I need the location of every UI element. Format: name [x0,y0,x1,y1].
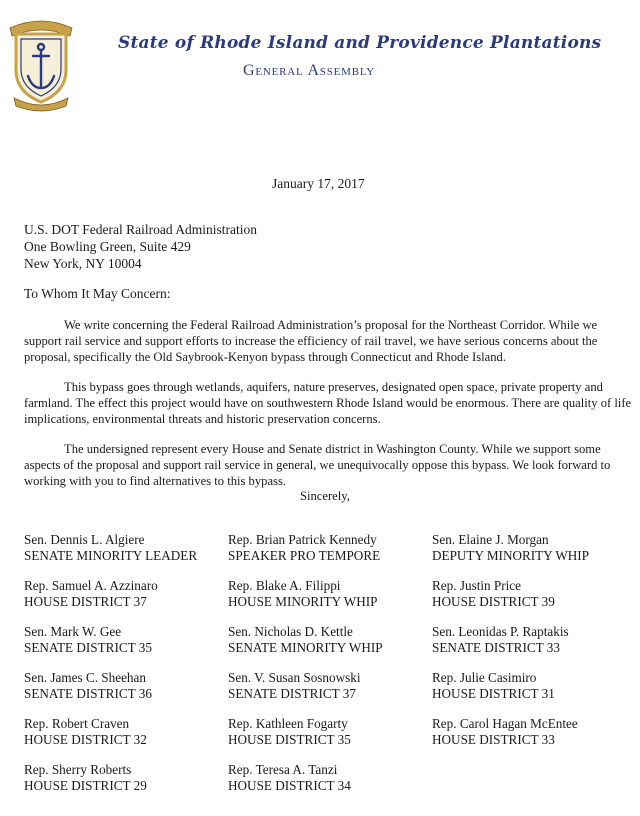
signatory [432,532,634,578]
signatory [228,670,432,716]
letterhead-title: State of Rhode Island and Providence Plantations [118,33,602,53]
signatory [432,670,634,716]
signatory-name: Rep. Samuel A. Azzinaro [24,578,158,593]
state-seal-logo [6,12,76,112]
signatory [432,578,634,624]
signatory-name: Sen. Elaine J. Morgan [432,532,549,547]
signatory-name: Rep. Teresa A. Tanzi [228,762,338,777]
signatory-name: Sen. Mark W. Gee [24,624,122,639]
signatory-name: Sen. Leonidas P. Raptakis [432,624,569,639]
signatory [432,716,634,762]
signatory [228,716,432,762]
signatory-title: SENATE MINORITY LEADER [24,548,198,563]
signatory-name: Rep. Blake A. Filippi [228,578,341,593]
body-paragraph: The undersigned represent every House and Senate district in Washington County. While we support some aspects of the proposal and support rail service in general, we unequivocally oppose this bypass. We look forward to working with you to find alternatives to this bypass. [24,442,611,488]
body-paragraph: This bypass goes through wetlands, aquifers, nature preserves, designated open space, private property and farmland. The effect this project would have on southwestern Rhode Island would be enormous. There are quality of life implications, environmental threats and historic preservation concerns. [24,380,632,426]
signatory-name: Rep. Carol Hagan McEntee [432,716,578,731]
signatory [24,670,228,716]
signatory [24,624,228,670]
signatory-title: HOUSE DISTRICT 29 [24,778,147,793]
signatory [24,716,228,762]
letter-date: January 17, 2017 [272,176,365,191]
signatory-title: SENATE DISTRICT 35 [24,640,152,655]
signatory-grid [24,532,634,808]
signatory-title: DEPUTY MINORITY WHIP [432,548,590,563]
signatory-title: SENATE DISTRICT 37 [228,686,356,701]
address-line: New York, NY 10004 [24,256,142,271]
signatory-title: HOUSE DISTRICT 31 [432,686,555,701]
signatory-title: SENATE DISTRICT 36 [24,686,152,701]
salutation: To Whom It May Concern: [24,286,171,301]
signatory-title: HOUSE DISTRICT 39 [432,594,555,609]
signatory-name: Rep. Robert Craven [24,716,130,731]
signatory-title: HOUSE DISTRICT 35 [228,732,351,747]
signatory [228,762,432,808]
body-paragraph: We write concerning the Federal Railroad Administration’s proposal for the Northeast Corridor. While we support rail service and support efforts to increase the efficiency of rail travel, we have serious concerns about the proposal, specifically the Old Saybrook-Kenyon bypass through Connecticut and Rhode Island. [24,318,598,364]
signatory [228,624,432,670]
signatory-name: Rep. Justin Price [432,578,522,593]
signatory-name: Sen. Nicholas D. Kettle [228,624,353,639]
signatory [24,532,228,578]
signatory [432,624,634,670]
signatory-title: SENATE DISTRICT 33 [432,640,560,655]
recipient-address [24,221,257,272]
signatory [24,762,228,808]
signatory-title: HOUSE MINORITY WHIP [228,594,378,609]
signatory-title: HOUSE DISTRICT 34 [228,778,351,793]
signatory-name: Rep. Sherry Roberts [24,762,132,777]
signatory [228,578,432,624]
signatory-title: SPEAKER PRO TEMPORE [228,548,381,563]
address-line: U.S. DOT Federal Railroad Administration [24,222,257,237]
signatory-name: Sen. Dennis L. Algiere [24,532,145,547]
signatory-title: SENATE MINORITY WHIP [228,640,383,655]
signatory-name: Rep. Julie Casimiro [432,670,537,685]
letterhead-subtitle: General Assembly [243,62,376,79]
address-line: One Bowling Green, Suite 429 [24,239,191,254]
signatory-name: Rep. Kathleen Fogarty [228,716,348,731]
signatory [24,578,228,624]
signatory [228,532,432,578]
signatory-title: HOUSE DISTRICT 33 [432,732,555,747]
signatory-title: HOUSE DISTRICT 37 [24,594,147,609]
closing: Sincerely, [300,489,350,503]
signatory-name: Rep. Brian Patrick Kennedy [228,532,377,547]
signatory-title: HOUSE DISTRICT 32 [24,732,147,747]
signatory-name: Sen. James C. Sheehan [24,670,146,685]
signatory-name: Sen. V. Susan Sosnowski [228,670,361,685]
